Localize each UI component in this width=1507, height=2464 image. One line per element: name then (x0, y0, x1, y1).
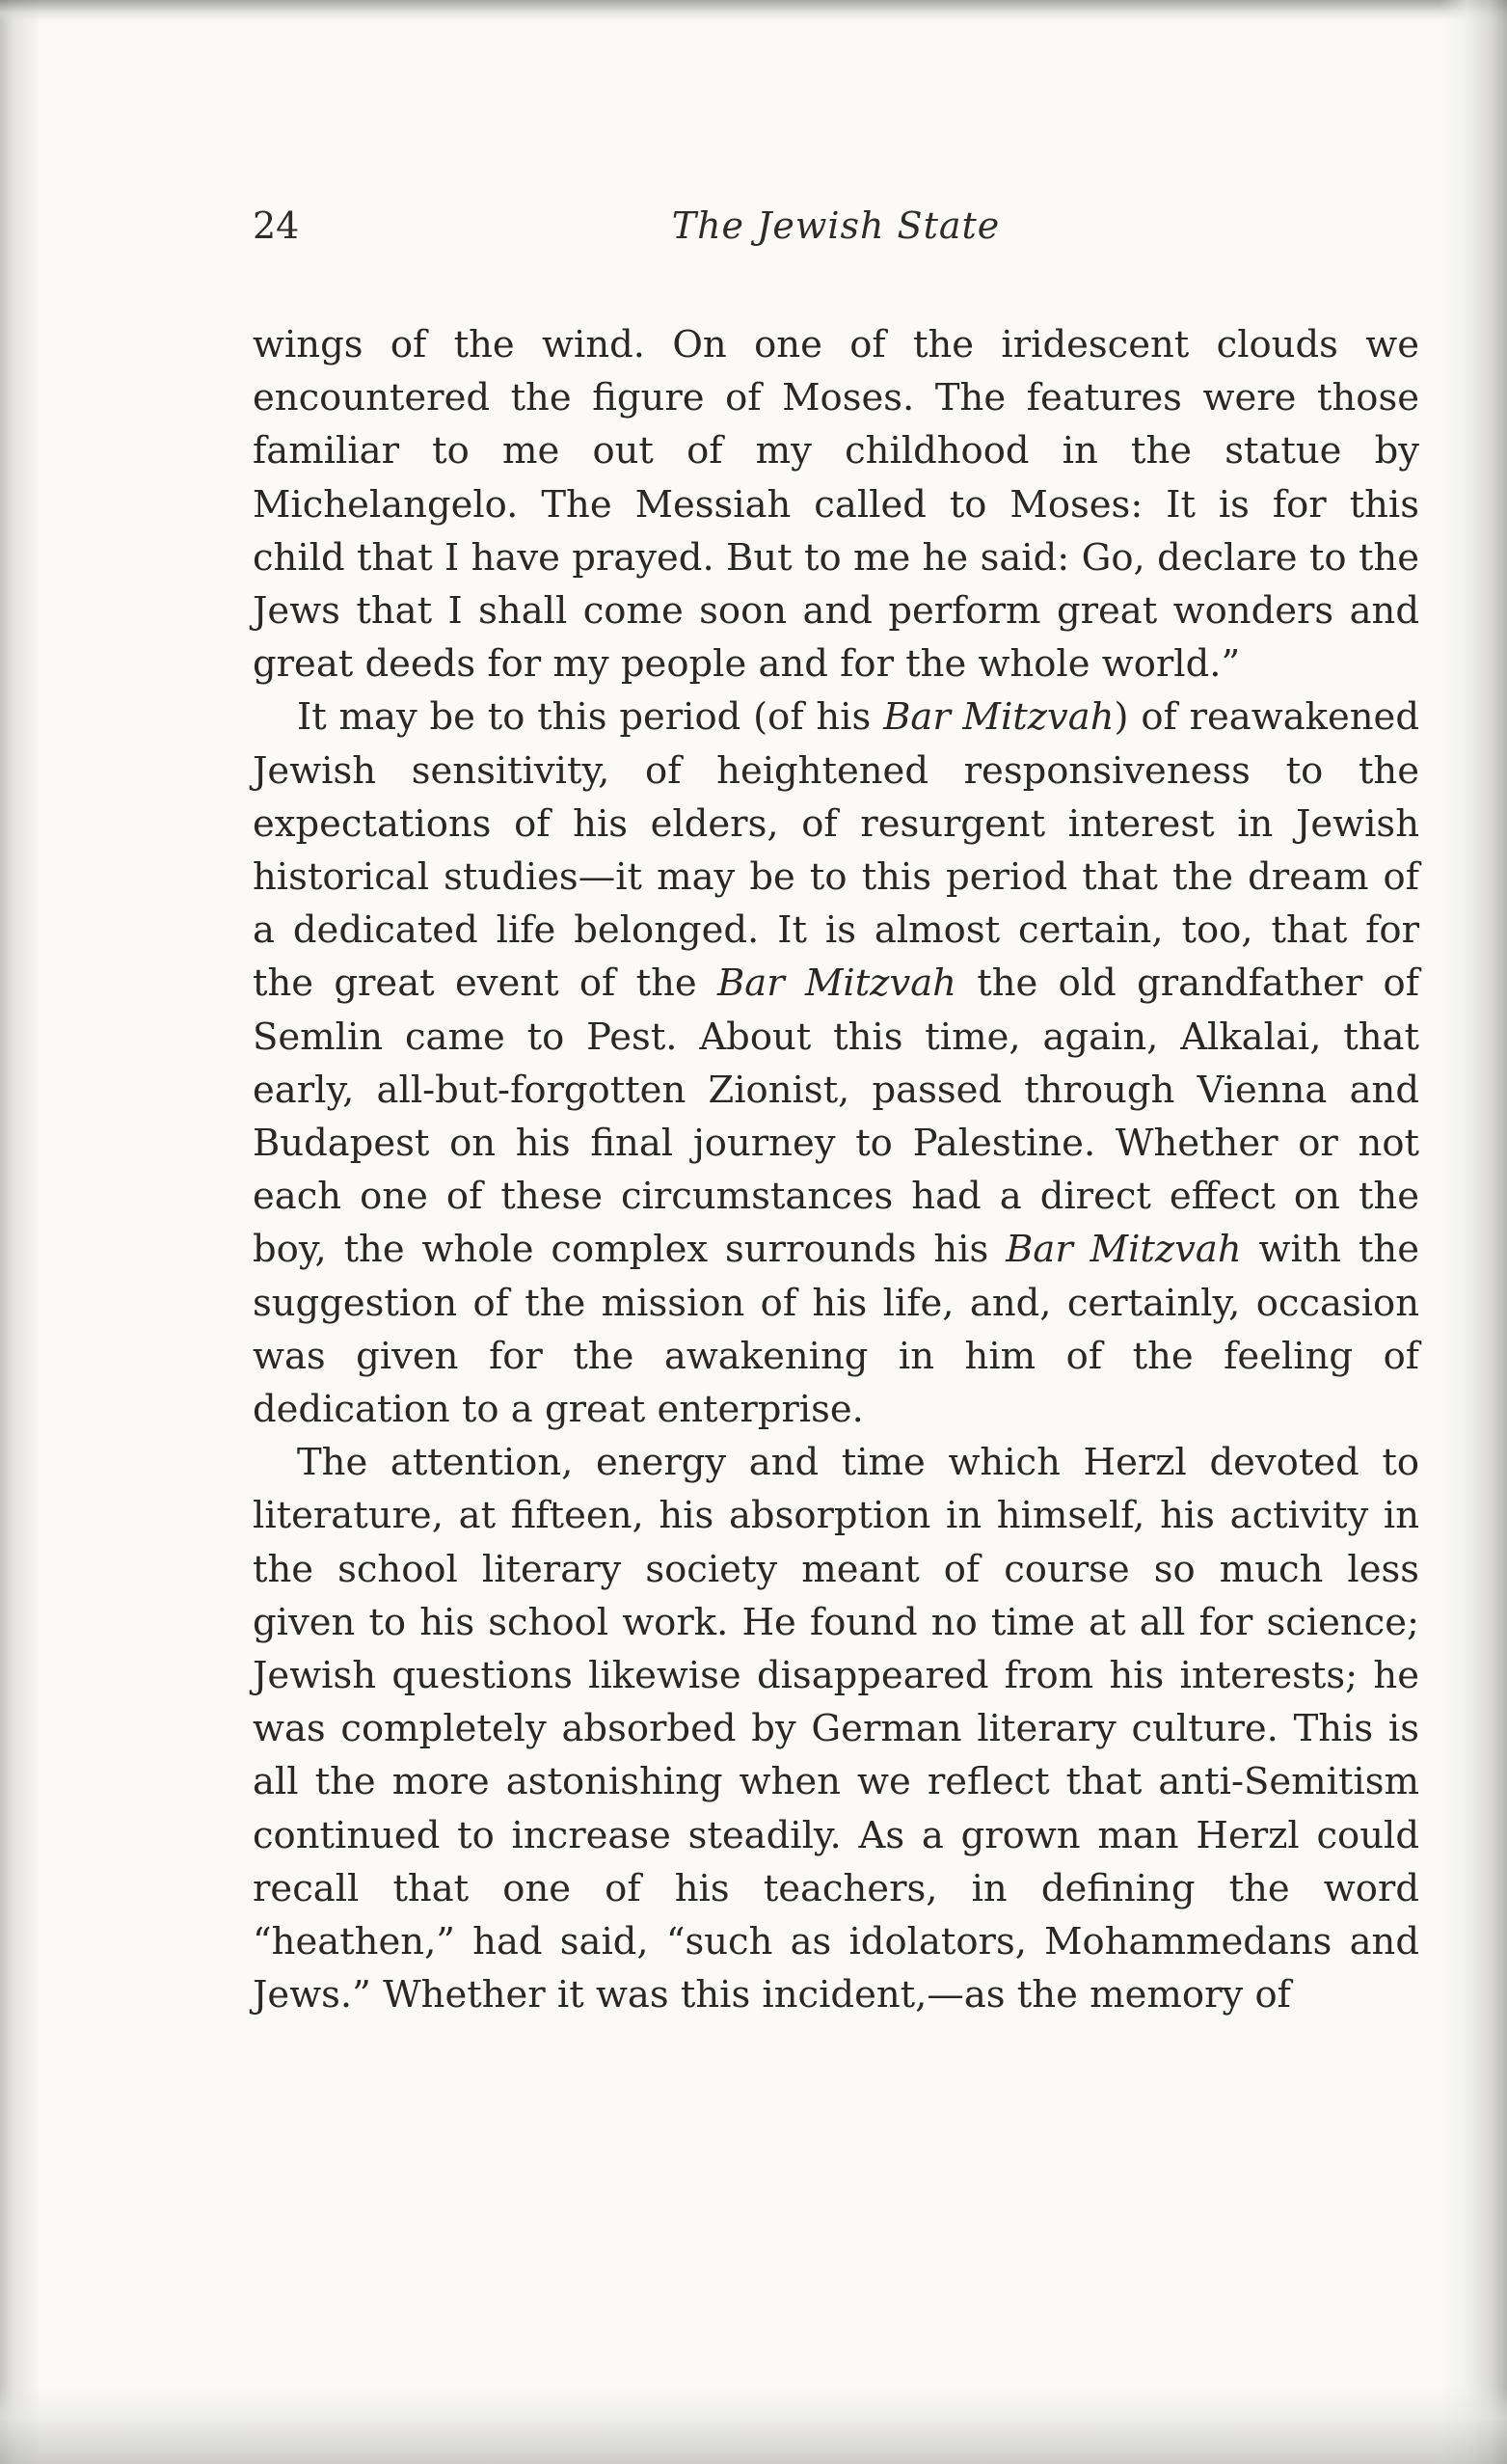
text-segment: with the suggestion of the mission of his life, and, certainly, occasion was given for the awakening in him of the feeling of dedication to a great enterprise. (253, 1228, 1419, 1432)
running-head (253, 204, 1419, 262)
scan-shadow-left (0, 0, 39, 2464)
paragraph (253, 690, 1419, 1436)
text-segment: wings of the wind. On one of the iridescent clouds we encountered the figure of Moses. The features were those familiar to me out of my childhood in the statue by Michelangelo. The Messiah called to Moses: It is for this child that I have prayed. But to me he said: Go, declare to the Jews that I shall come soon and perform great wonders and great deeds for my people and for the whole world.” (253, 323, 1419, 687)
paragraph (253, 318, 1419, 690)
text-segment: ) of reawakened Jewish sensitivity, of heightened responsiveness to the expectations of his elders, of resurgent interest in Jewish historical studies—it may be to this period that the dream of a dedicated life belonged. It is almost certain, too, that for the great event of the (253, 695, 1419, 1006)
italic-term: Bar Mitzvah (1006, 1228, 1242, 1272)
scan-shadow-bottom (0, 2387, 1507, 2464)
text-segment: The attention, energy and time which Herzl devoted to literature, at fifteen, his absorption in himself, his activity in the school literary society meant of course so much less given to his school work. He found no time at all for science; Jewish questions likewise disappeared from his interests; he was completely absorbed by German literary culture. This is all the more astonishing when we reflect that anti-Semitism continued to increase steadily. As a grown man Herzl could recall that one of his teachers, in defining the word “heathen,” had said, “such as idolators, Mohammedans and Jews.” Whether it was this incident,—as the memory of (253, 1441, 1419, 2017)
running-title: The Jewish State (671, 204, 1001, 247)
page-number: 24 (253, 204, 300, 247)
body-text (253, 318, 1419, 2022)
text-segment: It may be to this period (of his (297, 695, 884, 740)
italic-term: Bar Mitzvah (717, 961, 956, 1006)
italic-term: Bar Mitzvah (883, 695, 1115, 740)
scan-shadow-top (0, 0, 1507, 21)
paragraph (253, 1436, 1419, 2021)
text-segment: the old grandfather of Semlin came to Pest. About this time, again, Alkalai, that early, all-but-forgotten Zionist, passed through Vienna and Budapest on his final journey to Palestine. Whether or not each one of these circumstances had a direct effect on the boy, the whole complex surrounds his (253, 961, 1419, 1272)
scan-shadow-right (1440, 0, 1507, 2464)
